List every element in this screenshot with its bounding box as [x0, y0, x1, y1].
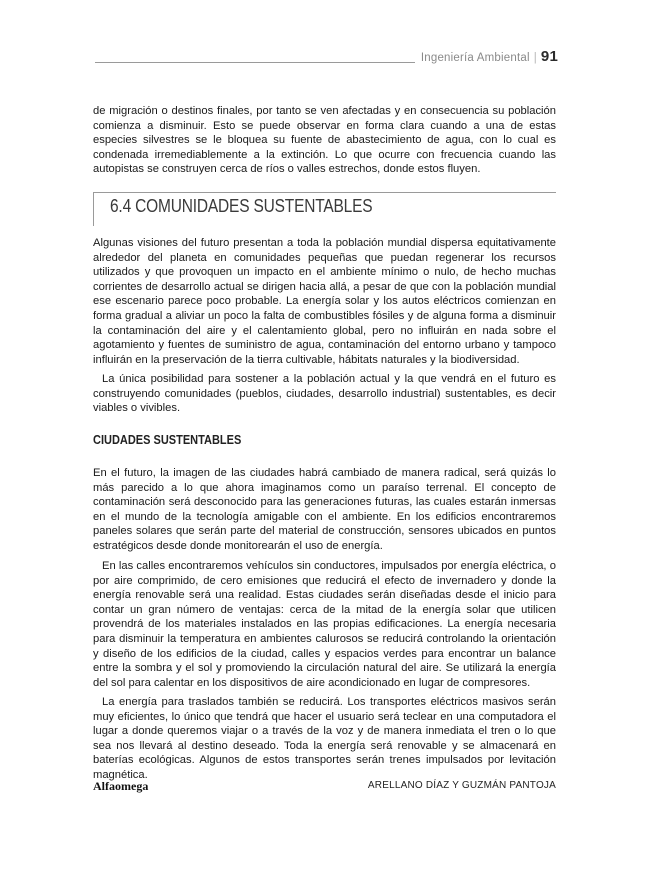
- subsection-paragraph-1: En el futuro, la imagen de las ciudades habrá cambiado de manera radical, será quizás lo más parecido a lo que ahora imaginamos como un paraíso terrenal. El concepto de contaminación será desconocido para las generaciones futuras, las cuales estarán inmersas en el mundo de la tecnología amigable con el ambiente. En los edificios encontraremos paneles solares que serán parte del material de construcción, sensores ubicados en puntos estratégicos desde donde monitorearán el uso de energía.: [93, 467, 556, 552]
- subsection-paragraph-3: La energía para traslados también se reducirá. Los transportes eléctricos masivos serán muy eficientes, lo único que tendrá que hacer el usuario será teclear en una computadora el lugar a donde queremos viajar o a través de la voz y de manera inmediata el tren o lo que sea nos llevará al destino deseado. Toda la energía será renovable y se almacenará en baterías ecológicas. Algunos de estos transportes serán trenes impulsados por levitación magnética.: [93, 696, 556, 781]
- page-number: 91: [540, 48, 558, 65]
- section-paragraph-2: La única posibilidad para sostener a la población actual y la que vendrá en el futuro es construyendo comunidades (pueblos, ciudades, desarrollo industrial) sustentables, es decir viables o vivibles.: [93, 373, 556, 415]
- header-separator: |: [533, 52, 537, 64]
- section-heading-box: [93, 192, 556, 226]
- publisher-name: Alfaomega: [93, 779, 149, 793]
- running-head: [421, 48, 558, 65]
- intro-paragraph: de migración o destinos finales, por tanto se ven afectadas y en consecuencia su población comienza a disminuir. Esto se puede observar en forma clara cuando a una de estas especies silvestres se le bloquea su fuente de abastecimiento de agua, con lo cual es condenada irremediablemente a la extinción. Lo que ocurre con frecuencia cuando las autopistas se construyen cerca de ríos o valles estrechos, donde estos fluyen.: [93, 105, 556, 176]
- subsection-paragraph-2: En las calles encontraremos vehículos sin conductores, impulsados por energía eléctrica, o por aire comprimido, de cero emisiones que reducirá el efecto de invernadero y donde la energía renovable será una realidad. Estas ciudades serán diseñadas desde el inicio para contar un gran número de ventajas: cerca de la mitad de la energía solar que utilicen provendrá de los materiales instalados en las propias edificaciones. La energía necesaria para disminuir la temperatura en ambientes calurosos se reducirá controlando la orientación y diseño de los edificios de la ciudad, calles y espacios verdes para encontrar un balance entre la sombra y el sol y promoviendo la circulación natural del aire. Se utilizará la energía del sol para calentar en los dispositivos de aire acondicionado en lugar de compresores.: [93, 560, 556, 689]
- header-rule: [95, 62, 415, 63]
- subsection-title: CIUDADES SUSTENTABLES: [93, 433, 242, 447]
- book-title: Ingeniería Ambiental: [420, 52, 530, 64]
- authors-line: ARELLANO DÍAZ Y GUZMÁN PANTOJA: [367, 780, 556, 791]
- section-title: 6.4 COMUNIDADES SUSTENTABLES: [110, 196, 373, 216]
- section-paragraph-1: Algunas visiones del futuro presentan a toda la población mundial dispersa equitativamente alrededor del planeta en comunidades pequeñas que puedan regenerar los recursos utilizados y que provoquen un impacto en el ambiente mínimo o nulo, de hecho muchas corrientes de desarrollo actual se dirigen hacia allá, a pesar de que con la población mundial ese escenario parece poco probable. La energía solar y los autos eléctricos comienzan en forma gradual a aliviar un poco la falta de combustibles fósiles y de alguna forma a disminuir la contaminación del aire y el calentamiento global, pero no influirán en nada sobre el agotamiento y fuentes de suministro de agua, contaminación del entorno urbano y tampoco influirán en la preservación de la tierra cultivable, hábitats naturales y la biodiversidad.: [93, 237, 556, 366]
